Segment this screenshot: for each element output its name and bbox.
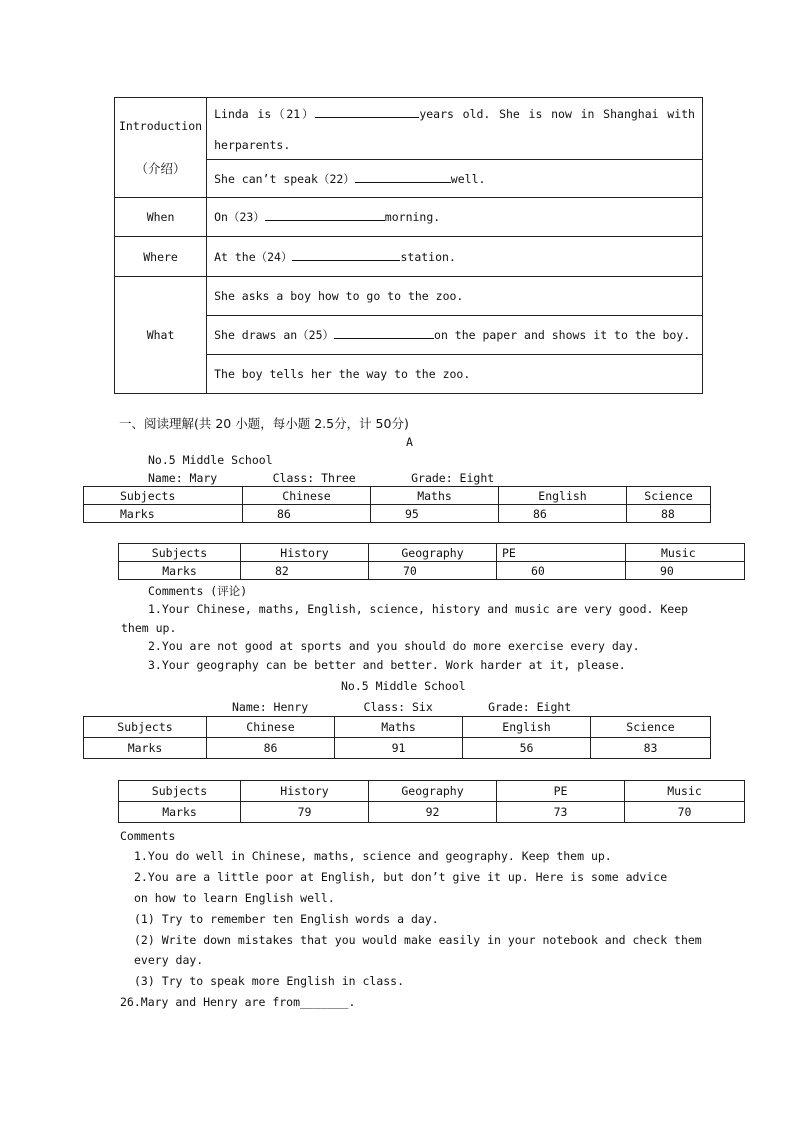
mary-comment-1-cont: them up.	[121, 621, 177, 635]
answer-blank-23[interactable]	[265, 209, 385, 221]
mary-t1-subject: English	[499, 487, 627, 505]
intro-row-2-text-b: well.	[450, 171, 486, 186]
mary-t1-mark: 86	[243, 505, 371, 523]
mary-t2-mark: 90	[626, 562, 745, 580]
henry-comments-label: Comments	[120, 829, 176, 843]
mary-t1-mark: 86	[499, 505, 627, 523]
henry-t1-marks-header: Marks	[84, 738, 207, 759]
henry-t2-marks-header: Marks	[119, 802, 241, 823]
henry-t1-mark: 83	[591, 738, 711, 759]
mary-marks-table-2	[118, 543, 745, 580]
intro-row-7: The boy tells her the way to the zoo.	[207, 355, 703, 394]
henry-t2-mark: 79	[241, 802, 369, 823]
intro-row-4-text-b: station.	[400, 249, 456, 264]
mary-comment-1: 1.Your Chinese, maths, English, science, history and music are very good. Keep	[148, 602, 689, 616]
henry-advice-2: (2) Write down mistakes that you would make easily in your notebook and check them	[134, 933, 702, 947]
henry-t1-subject: Chinese	[207, 717, 335, 738]
mary-t2-mark: 60	[497, 562, 626, 580]
mary-school-title: No.5 Middle School	[148, 453, 273, 467]
henry-t2-mark: 73	[497, 802, 625, 823]
introduction-label: Introduction	[119, 118, 203, 133]
mary-t1-subject: Maths	[371, 487, 499, 505]
henry-t2-subject: PE	[497, 781, 625, 802]
henry-advice-3: (3) Try to speak more English in class.	[134, 974, 405, 988]
mary-t2-subject: Geography	[369, 544, 497, 562]
henry-t2-subject: History	[241, 781, 369, 802]
where-label: Where	[115, 237, 207, 277]
henry-t1-subject: Science	[591, 717, 711, 738]
mary-comment-3: 3.Your geography can be better and better. Work harder at it, please.	[148, 658, 626, 672]
henry-t2-subject: Music	[625, 781, 745, 802]
intro-row-3-text-a: On（23）	[214, 210, 265, 224]
mary-t1-subject: Science	[627, 487, 711, 505]
answer-blank-24[interactable]	[292, 249, 400, 261]
mary-t2-subject: Music	[626, 544, 745, 562]
mary-t1-subjects-header: Subjects	[84, 487, 243, 505]
intro-row-3-text-b: morning.	[384, 210, 441, 224]
mary-marks-table-1	[83, 486, 711, 523]
intro-row-2-text-a: She can’t speak（22）	[214, 171, 355, 186]
henry-t1-subject: English	[463, 717, 591, 738]
mary-comments-label: Comments (评论)	[148, 584, 248, 598]
intro-row-4-text-a: At the（24）	[214, 249, 293, 264]
mary-t1-mark: 88	[627, 505, 711, 523]
question-26: 26.Mary and Henry are from_______.	[120, 995, 356, 1009]
introduction-cn-label: （介绍）	[135, 160, 186, 176]
answer-blank-21[interactable]	[315, 106, 419, 118]
henry-t1-mark: 86	[207, 738, 335, 759]
henry-t1-mark: 56	[463, 738, 591, 759]
mary-t2-subjects-header: Subjects	[119, 544, 241, 562]
intro-row-6-text-b: on the paper and shows it to the boy.	[434, 328, 691, 342]
henry-t2-mark: 70	[625, 802, 745, 823]
intro-row-1-text-b: years old. She is now in Shanghai with	[419, 106, 695, 121]
mary-t1-subject: Chinese	[243, 487, 371, 505]
intro-row-1-text-a: Linda is（21）	[214, 106, 316, 121]
mary-t2-marks-header: Marks	[119, 562, 241, 580]
intro-row-1	[207, 98, 703, 160]
mary-t1-mark: 95	[371, 505, 499, 523]
henry-marks-table-1	[83, 716, 711, 759]
section-heading: 一、阅读理解(共 20 小题，每小题 2.5分，计 50分)	[119, 416, 409, 431]
henry-t2-mark: 92	[369, 802, 497, 823]
mary-name-line: Name: Mary Class: Three Grade: Eight	[148, 471, 495, 485]
henry-school-title: No.5 Middle School	[341, 679, 466, 693]
answer-blank-25[interactable]	[334, 327, 434, 339]
mary-t2-subject: PE	[497, 544, 626, 562]
henry-t2-subjects-header: Subjects	[119, 781, 241, 802]
intro-row-4	[207, 237, 703, 277]
henry-t1-subject: Maths	[335, 717, 463, 738]
mary-t2-mark: 70	[369, 562, 497, 580]
mary-t2-mark: 82	[241, 562, 369, 580]
intro-row-1-text-c: herparents.	[214, 137, 291, 152]
henry-name-line: Name: Henry Class: Six Grade: Eight	[232, 700, 572, 714]
henry-advice-1: (1) Try to remember ten English words a day.	[134, 912, 439, 926]
henry-t1-mark: 91	[335, 738, 463, 759]
introduction-label-cell	[115, 98, 207, 198]
what-label: What	[115, 277, 207, 394]
intro-row-2	[207, 160, 703, 198]
henry-comment-2-cont: on how to learn English well.	[134, 891, 335, 905]
henry-comment-1: 1.You do well in Chinese, maths, science and geography. Keep them up.	[134, 849, 612, 863]
part-label: A	[406, 435, 413, 449]
henry-marks-table-2	[118, 780, 745, 823]
mary-t2-subject: History	[241, 544, 369, 562]
intro-row-5: She asks a boy how to go to the zoo.	[207, 277, 703, 316]
henry-advice-2-cont: every day.	[134, 953, 204, 967]
when-label: When	[115, 198, 207, 237]
intro-row-3	[207, 198, 703, 237]
mary-comment-2: 2.You are not good at sports and you should do more exercise every day.	[148, 639, 640, 653]
henry-comment-2: 2.You are a little poor at English, but don’t give it up. Here is some advice	[134, 870, 668, 884]
answer-blank-22[interactable]	[355, 171, 451, 183]
story-outline-table	[114, 97, 703, 394]
henry-t1-subjects-header: Subjects	[84, 717, 207, 738]
henry-t2-subject: Geography	[369, 781, 497, 802]
intro-row-6-text-a: She draws an（25）	[214, 328, 335, 342]
mary-t1-marks-header: Marks	[84, 505, 243, 523]
intro-row-6	[207, 316, 703, 355]
